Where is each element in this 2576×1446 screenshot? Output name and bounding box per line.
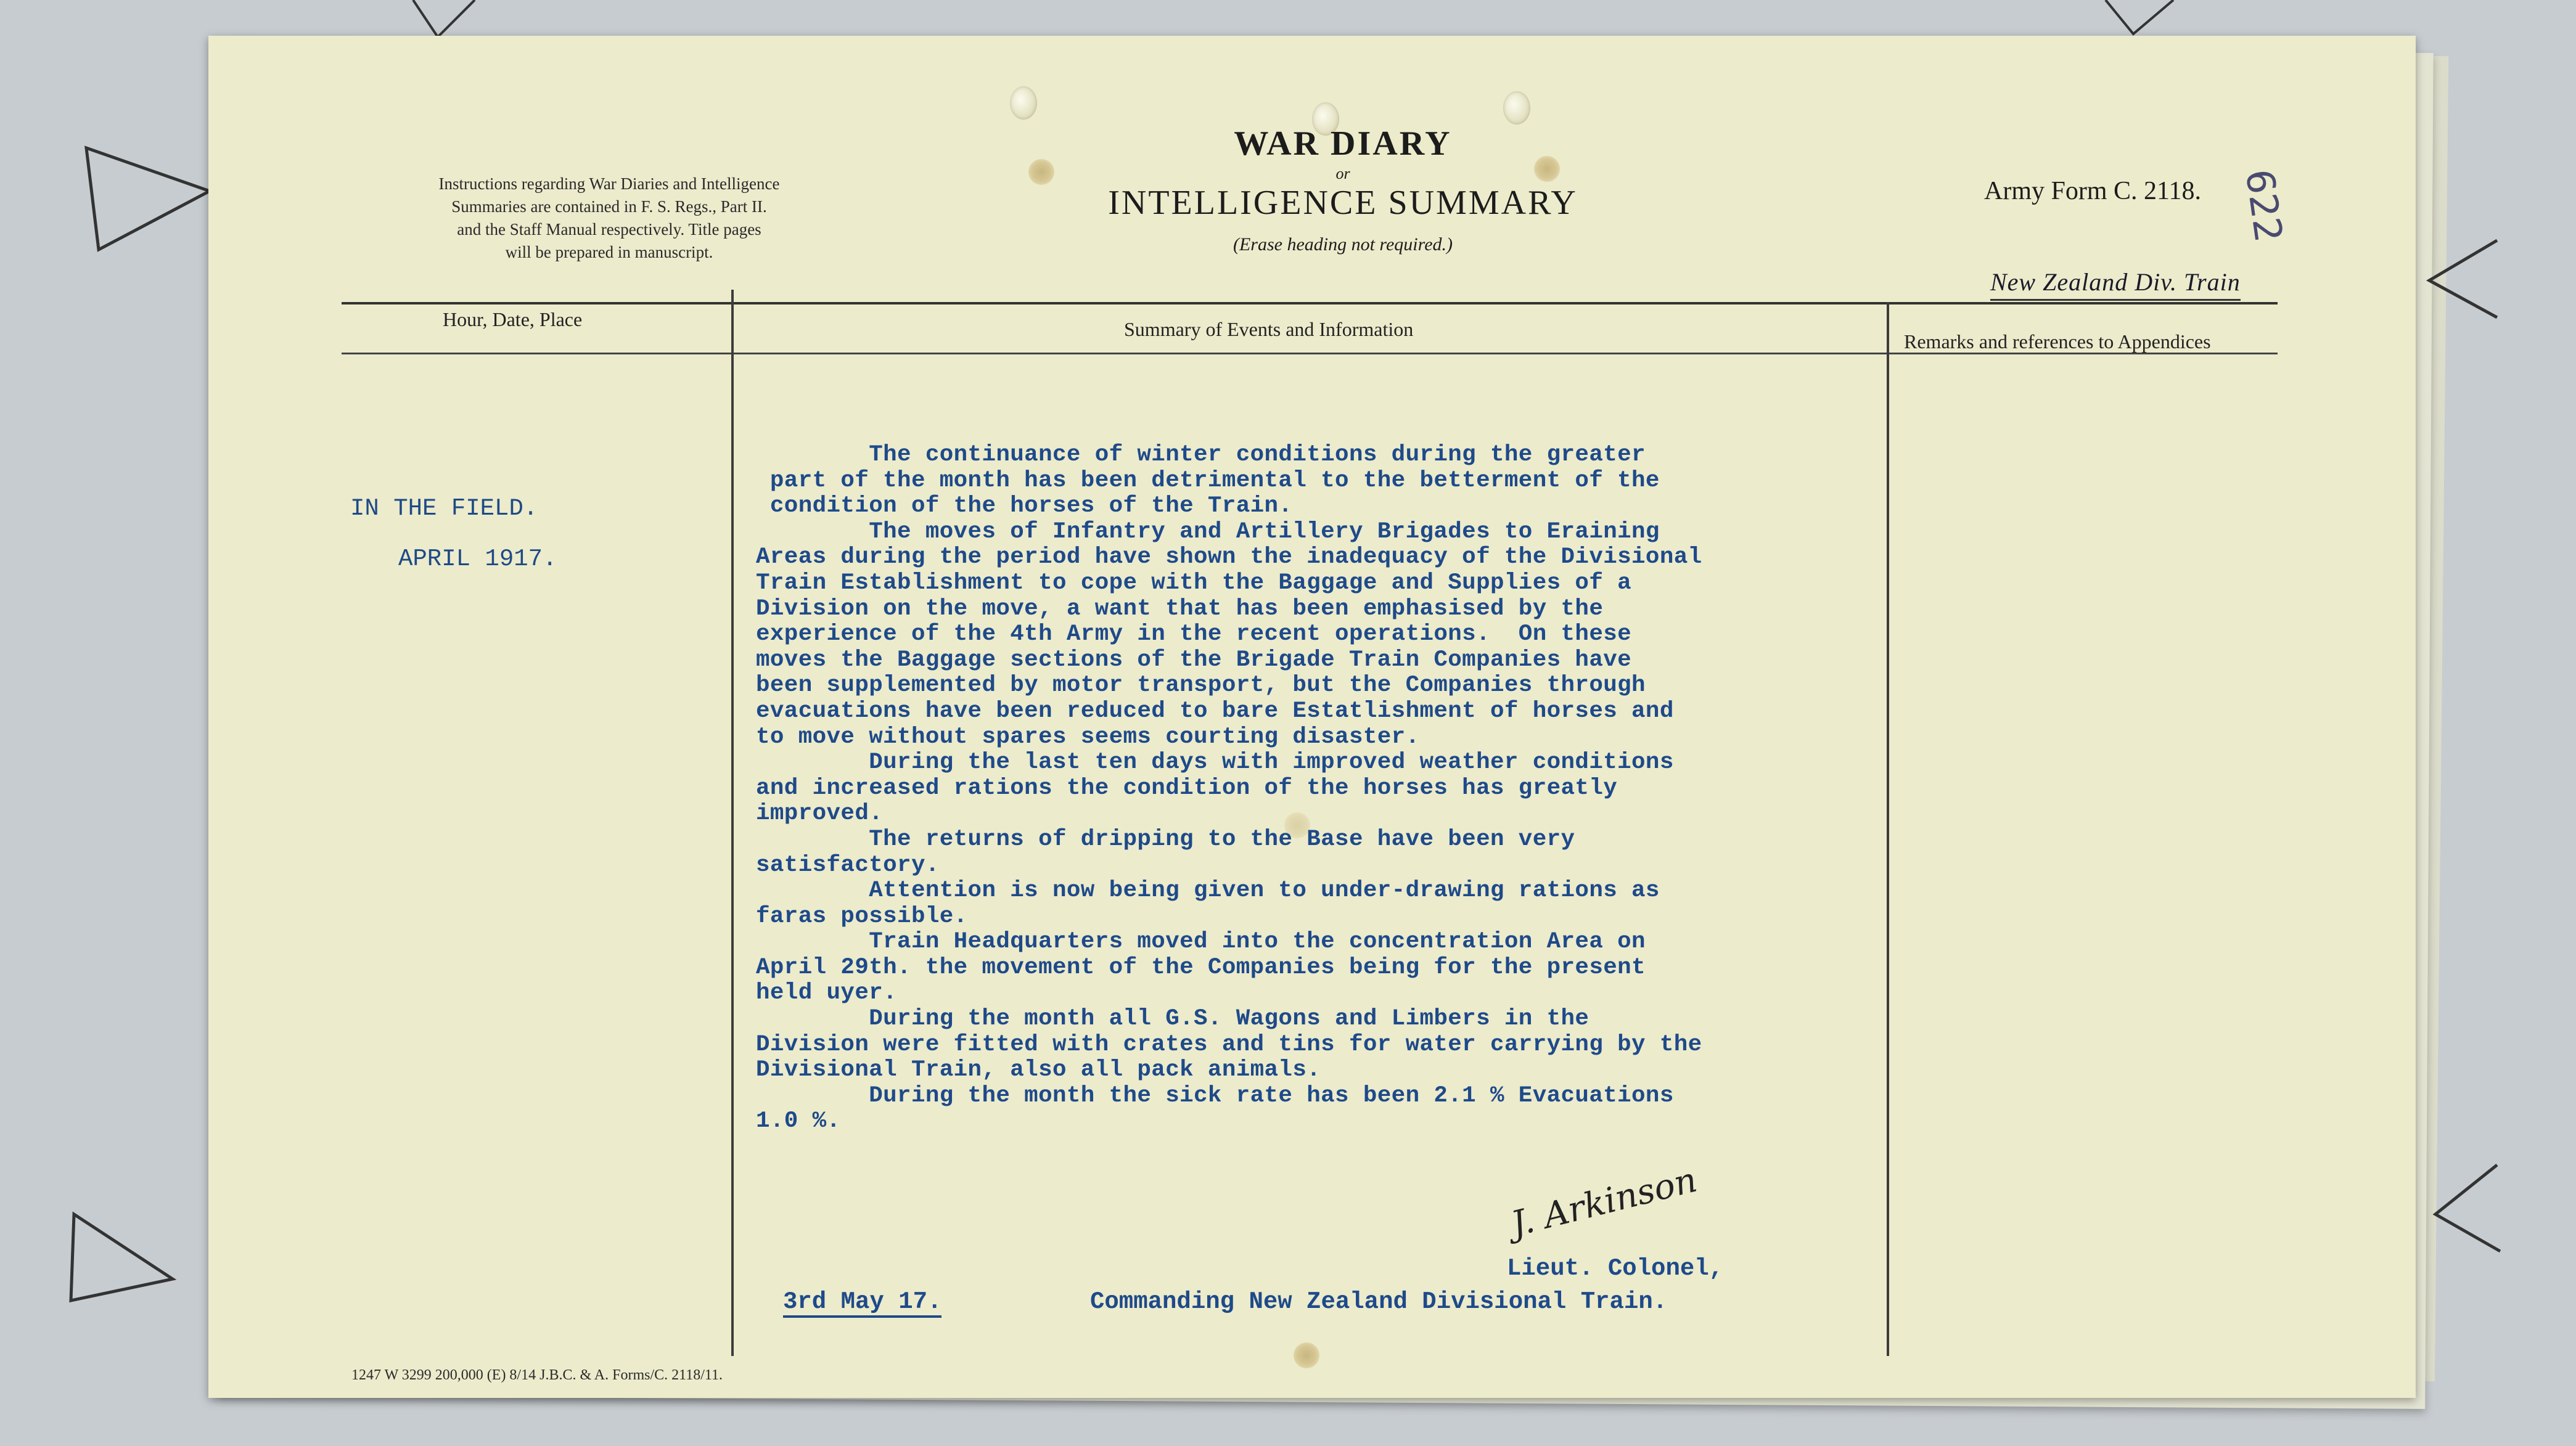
summary-line: Division were fitted with crates and tins for water carrying by the [756, 1031, 1702, 1058]
ink-arrow-mark-right-upper [2417, 234, 2503, 327]
summary-line: faras possible. [756, 903, 968, 929]
title-intelligence-summary: INTELLIGENCE SUMMARY [1108, 184, 1578, 222]
stain-mark [1294, 1342, 1319, 1368]
summary-line: During the month all G.S. Wagons and Limbers in the [756, 1006, 1589, 1032]
place-line: IN THE FIELD. [350, 495, 538, 522]
summary-line: The continuance of winter conditions during the greater [756, 442, 1646, 468]
column-divider-1 [731, 290, 734, 1356]
summary-line: improved. [756, 801, 884, 827]
summary-of-events-text [756, 443, 2088, 1135]
date-line: APRIL 1917. [398, 545, 557, 573]
summary-line: Train Establishment to cope with the Baggage and Supplies of a [756, 570, 1632, 596]
summary-line: condition of the horses of the Train. [756, 493, 1293, 520]
summary-line: Division on the move, a want that has been emphasised by the [756, 595, 1604, 622]
page-number-handwritten: 622 [2236, 166, 2292, 245]
form-title [948, 122, 1737, 255]
punch-hole [1503, 91, 1530, 125]
summary-line: April 29th. the movement of the Companies being for the present [756, 954, 1646, 981]
summary-line: Attention is now being given to under-drawing rations as [756, 878, 1660, 904]
place-date-entry [350, 483, 557, 584]
title-note: (Erase heading not required.) [1233, 234, 1453, 255]
signatory-command: Commanding New Zealand Divisional Train. [1090, 1288, 1668, 1315]
summary-line: and increased rations the condition of the horses has greatly [756, 775, 1618, 801]
punch-hole [1010, 86, 1037, 120]
summary-line: The moves of Infantry and Artillery Brigades to Eraining [756, 518, 1660, 545]
summary-line: experience of the 4th Army in the recent operations. On these [756, 621, 1632, 648]
ink-arrow-mark-left-lower [62, 1208, 185, 1325]
instructions-note: Instructions regarding War Diaries and Intelligence Summaries are contained in F. S. Regs., Part II. and the Staff Manual respectively. Title pages will be prepared in manuscript. [438, 174, 780, 261]
war-diary-sheet [208, 36, 2416, 1398]
title-or: or [1335, 165, 1350, 182]
title-war-diary: WAR DIARY [1234, 125, 1452, 163]
summary-line: Areas during the period have shown the inadequacy of the Divisional [756, 544, 1702, 571]
summary-line: been supplemented by motor transport, but the Companies through [756, 672, 1646, 699]
column-header-place: Hour, Date, Place [443, 308, 583, 330]
table-top-rule [342, 302, 2278, 304]
printer-imprint: 1247 W 3299 200,000 (E) 8/14 J.B.C. & A. Forms/C. 2118/11. [351, 1367, 723, 1383]
summary-line: evacuations have been reduced to bare Estatlishment of horses and [756, 698, 1674, 724]
column-header-summary: Summary of Events and Information [1124, 318, 1414, 340]
summary-line: During the last ten days with improved weather conditions [756, 750, 1674, 776]
summary-line: The returns of dripping to the Base have been very [756, 826, 1575, 852]
army-form-number: Army Form C. 2118. [1984, 177, 2201, 205]
signatory-rank: Lieut. Colonel, [1507, 1255, 1724, 1282]
unit-name-handwritten: New Zealand Div. Train [1990, 268, 2241, 301]
summary-line: During the month the sick rate has been 2.1 % Evacuations [756, 1082, 1674, 1109]
summary-line: to move without spares seems courting disaster. [756, 724, 1420, 750]
summary-line: Divisional Train, also all pack animals. [756, 1057, 1321, 1084]
signature-date: 3rd May 17. [783, 1288, 941, 1318]
ink-arrow-mark-left-upper [74, 142, 216, 259]
summary-line: moves the Baggage sections of the Brigade Train Companies have [756, 647, 1632, 673]
summary-line: Train Headquarters moved into the concentration Area on [756, 929, 1646, 955]
summary-line: held uyer. [756, 980, 898, 1007]
handwritten-signature: J. Arkinson [1507, 1159, 1701, 1245]
summary-line: part of the month has been detrimental to the betterment of the [756, 467, 1660, 494]
column-header-remarks: Remarks and references to Appendices [1904, 330, 2211, 353]
summary-line: 1.0 %. [756, 1108, 841, 1135]
ink-arrow-mark-right-lower [2423, 1159, 2509, 1264]
summary-line: satisfactory. [756, 852, 940, 878]
